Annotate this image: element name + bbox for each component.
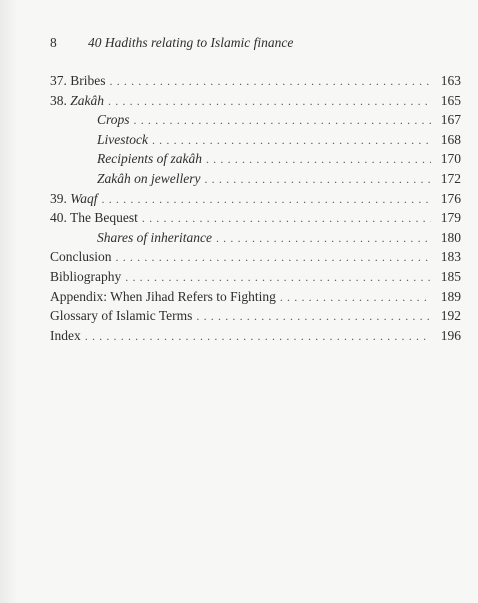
toc-entry-bribes <box>50 71 461 91</box>
toc-entry-waqf <box>50 189 461 209</box>
toc-entry-page: 185 <box>440 268 461 284</box>
toc-entry-page: 179 <box>440 210 461 226</box>
toc-entry-label: 38. Zakâh <box>50 92 104 108</box>
toc-entry-label: Zakâh on jewellery <box>97 170 201 186</box>
toc-entry-page: 163 <box>440 73 461 88</box>
toc-entry-label: Shares of inheritance <box>97 229 212 245</box>
toc-subentry-recipients-of-zakah <box>50 149 461 169</box>
toc-entry-page: 196 <box>440 327 461 343</box>
toc-entry-label: Appendix: When Jihad Refers to Fighting <box>50 288 276 304</box>
toc-entry-label: Glossary of Islamic Terms <box>50 308 193 324</box>
header-page-number: 8 <box>50 35 57 50</box>
dot-leader <box>196 307 431 326</box>
dot-leader <box>152 131 431 150</box>
dot-leader <box>206 150 431 169</box>
toc-subentry-livestock <box>50 130 461 150</box>
toc-entry-page: 168 <box>440 131 461 147</box>
toc-entry-page: 176 <box>440 190 461 206</box>
running-header <box>50 35 293 51</box>
dot-leader <box>204 170 431 189</box>
toc-entry-page: 180 <box>440 229 461 245</box>
toc-entry-page: 167 <box>440 112 461 128</box>
dot-leader <box>108 92 431 111</box>
table-of-contents <box>50 71 461 345</box>
dot-leader <box>110 72 432 91</box>
toc-entry-glossary <box>50 306 461 326</box>
toc-entry-label: Index <box>50 327 81 343</box>
toc-entry-label: 39. Waqf <box>50 190 98 206</box>
dot-leader <box>216 229 431 248</box>
toc-entry-conclusion <box>50 247 461 267</box>
header-book-title: 40 Hadiths relating to Islamic finance <box>88 35 294 50</box>
toc-entry-label: Crops <box>97 112 130 128</box>
dot-leader <box>134 111 431 130</box>
toc-entry-index <box>50 326 461 346</box>
toc-entry-zakah <box>50 91 461 111</box>
toc-entry-label: 37. Bribes <box>50 73 106 88</box>
toc-entry-page: 172 <box>440 170 461 186</box>
dot-leader <box>280 288 431 307</box>
dot-leader <box>116 248 431 267</box>
dot-leader <box>85 327 431 346</box>
toc-entry-page: 192 <box>440 308 461 324</box>
toc-entry-page: 183 <box>440 249 461 265</box>
dot-leader <box>102 190 431 209</box>
toc-subentry-shares-of-inheritance <box>50 228 461 248</box>
toc-entry-label: Recipients of zakâh <box>97 151 202 167</box>
toc-entry-appendix <box>50 287 461 307</box>
dot-leader <box>142 209 431 228</box>
toc-entry-page: 165 <box>440 92 461 108</box>
toc-subentry-zakah-on-jewellery <box>50 169 461 189</box>
toc-entry-page: 189 <box>440 288 461 304</box>
toc-entry-page: 170 <box>440 151 461 167</box>
toc-entry-the-bequest <box>50 208 461 228</box>
toc-entry-label: Bibliography <box>50 268 122 284</box>
toc-subentry-crops <box>50 110 461 130</box>
toc-entry-label: Conclusion <box>50 249 112 265</box>
toc-entry-bibliography <box>50 267 461 287</box>
dot-leader <box>125 268 431 287</box>
toc-entry-label: 40. The Bequest <box>50 210 138 226</box>
toc-entry-label: Livestock <box>97 131 148 147</box>
